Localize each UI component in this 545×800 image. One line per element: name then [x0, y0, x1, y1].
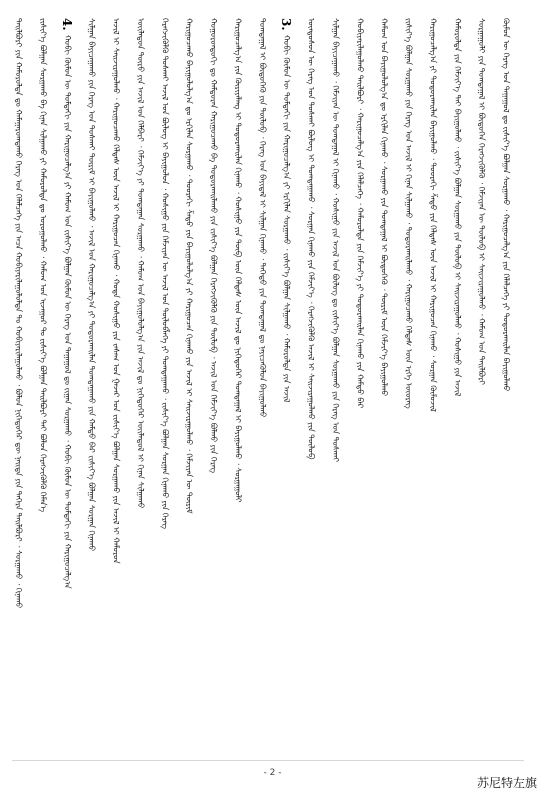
text-column [110, 18, 122, 750]
text-column [158, 18, 170, 750]
text-column [12, 18, 24, 750]
page-number: - 2 - [263, 768, 282, 778]
text-column [134, 18, 146, 750]
column-text: ᠠᠵᠢᠯ ᠢ ᠰᠠᠢᠵᠢᠷᠠᠭᠤᠯᠬᠤ ᠂ ᠬᠠᠷᠢᠭᠤᠴᠠᠬᠤ ᠬᠡᠯᠲᠡᠰ ᠦᠨ ᠠᠵᠢᠯ ᠢ ᠬᠠᠷᠢᠭᠤᠴᠠᠨ ᠬᠢᠨᠠᠬᠤ ᠂ ᠬᠣᠲᠠ ᠬᠣᠰᠢᠭᠤ ᠶᠢᠨ ᠵᠠᠰᠠᠭ ᠤᠨ ᠭᠠᠵᠠᠷ ᠤᠨ ᠵᠢᠱᠢᠶ᠎ᠡ ᠪᠣᠯᠭᠠᠨ ᠰᠤᠷᠭᠠᠬᠤ ᠶᠢᠨ ᠠᠵᠢᠯ ᠢ ᠬᠠᠮᠤᠷᠤᠨ [111, 18, 121, 564]
column-text: ᠬᠠᠮᠤᠭ ᠤᠨ ᠪᠠᠶᠢᠭᠤᠯᠤᠯᠭ᠎ᠠ ᠳᠤ ᠡᠷᠬᠢᠯᠡᠨ ᠬᠢᠨᠠᠬᠤ ᠂ ᠰᠤᠷᠭᠠᠬᠤ ᠶᠢᠨ ᠲᠣᠭᠲᠠᠭᠠᠯ ᠢ ᠪᠦᠲᠦᠭᠡᠬᠦ ᠂ ᠳᠦᠷᠢᠮ ᠦᠨ ᠬᠡᠮᠵᠢᠶ᠎ᠡ ᠪᠠᠶᠢᠭᠤᠯᠬᠤ [379, 18, 389, 397]
text-column [207, 18, 219, 750]
text-column [402, 18, 414, 750]
text-column [426, 18, 438, 750]
text-column [475, 18, 487, 750]
text-column [353, 18, 365, 750]
column-text: ᠵᠢᠱᠢᠶ᠎ᠡ ᠪᠣᠯᠭᠠᠨ ᠰᠤᠷᠭᠠᠬᠤ ᠪᠠ ᠬᠢᠨᠠᠨ ᠰᠢᠯᠭᠠᠬᠤ ᠶᠢ ᠬᠠᠮᠤᠷᠤᠯᠲᠠ ᠳᠤ ᠣᠷᠤᠭᠤᠯᠬᠤ ᠂ ᠬᠠᠮᠤᠭ ᠤᠨ ᠢᠵᠠᠭᠤᠷ ᠲᠤ ᠵᠢᠱᠢᠶ᠎ᠡ ᠪᠣᠯᠭᠠᠨ ᠲᠠᠢ᠌ᠯᠪᠤᠷᠢ ᠲᠠᠢ ᠪᠣᠯᠤᠨ ᠬᠡᠷᠡᠭᠵᠢᠬᠦᠯᠬᠦ ᠬᠡᠮᠡᠨ᠎ᠡ [38, 18, 48, 513]
column-text: ᠰᠢᠯᠭᠠᠨ ᠪᠠᠶᠢᠴᠠᠭᠠᠬᠤ ᠶᠢᠨ ᠬᠡᠷᠡᠭ ᠤᠨ ᠲᠤᠰᠬᠠᠢ ᠳᠦᠷᠢᠮ ᠢ ᠪᠠᠶᠢᠭᠤᠯᠬᠤ ᠂ ᠠᠵᠢᠯ ᠤᠨ ᠬᠠᠷᠢᠭᠤᠴᠠᠯᠭ᠎ᠠ ᠶᠢ ᠲᠣᠳᠣᠷᠬᠠᠢᠯᠠᠨ ᠲᠣᠭᠲᠠᠭᠠᠬᠤ ᠶᠢᠨ ᠬᠠᠮᠲᠤ ᠪᠡᠷ ᠵᠢᠱᠢᠶ᠎ᠡ ᠪᠣᠯᠭᠠᠨ ᠰᠤᠷᠭᠠᠨ ᠬᠢᠨᠠᠬᠤ [87, 18, 97, 552]
text-column [183, 18, 195, 750]
column-text: ᠬᠡᠷᠡᠭᠵᠢᠬᠦᠯᠬᠦ ᠲᠤᠰᠬᠠᠢ ᠠᠵᠢᠯ ᠤᠨ ᠪᠦᠯᠦᠭ ᠢ ᠪᠠᠶᠢᠭᠤᠯᠤᠨ ᠂ ᠬᠣᠰᠢᠭᠤ ᠶᠢᠨ ᠬᠡᠮᠵᠢᠶᠡᠨ ᠦ ᠠᠵᠢᠯ ᠤᠨ ᠲᠥᠯᠥᠪᠯᠡᠭᠡ ᠶᠢ ᠲᠣᠭᠲᠠᠭᠠᠬᠤ ᠂ ᠵᠢᠱᠢᠶ᠎ᠡ ᠪᠣᠯᠭᠠᠨ ᠰᠤᠷᠭᠠᠨ ᠬᠢᠨᠠᠬᠤ ᠶᠢᠨ ᠬᠡᠷᠡᠭ [160, 18, 170, 529]
column-text: ᠬᠤᠪᠢᠶᠠᠷᠢᠯᠠᠭᠤᠯᠬᠤ ᠲᠠᠢ᠌ᠯᠪᠤᠷᠢ ᠂ ᠬᠠᠷᠢᠭᠤᠴᠠᠯᠭ᠎ᠠ ᠶᠢᠨ ᠬᠡᠯᠡᠯᠴᠡᠭᠡ ᠂ ᠬᠠᠮᠤᠷᠤᠯᠲᠠ ᠶᠢᠨ ᠬᠡᠮᠵᠢᠶ᠎ᠡ ᠶᠢ ᠲᠣᠳᠣᠷᠬᠠᠢᠯᠠᠨ ᠬᠢᠨᠠᠬᠤ ᠶᠢᠨ ᠬᠠᠮᠲᠤ ᠪᠡᠷ [355, 18, 365, 409]
text-column [85, 18, 97, 750]
column-text: ᠬᠤᠪᠢ ᠬᠦᠮᠦᠨ ᠦ ᠳᠤᠮᠳᠠᠬᠢ ᠶᠢᠨ ᠬᠠᠷᠢᠭᠤᠴᠠᠯᠭ᠎ᠠ ᠶᠢ ᠬᠠᠮᠤᠭ ᠤᠨ ᠵᠢᠱᠢᠶ᠎ᠡ ᠪᠣᠯᠭᠠᠨ ᠬᠦᠮᠦᠨ ᠦ ᠬᠡᠷᠡᠭ ᠤᠨ ᠳᠠᠭᠠᠭᠤᠯ ᠳᠤ ᠵᠢᠭᠠᠨ ᠰᠤᠷᠭᠠᠬᠤ ᠂ ᠬᠤᠪᠢ ᠬᠦᠮᠦᠨ ᠦ ᠳᠤᠮᠳᠠᠬᠢ ᠶᠢᠨ ᠬᠠᠷᠢᠭᠤᠴᠠᠯᠭ᠎ᠠ [62, 34, 72, 589]
text-column [256, 18, 268, 750]
column-text: ᠬᠠᠷᠢᠭᠤᠴᠠᠯᠭ᠎ᠠ ᠶᠢ ᠲᠣᠳᠣᠷᠬᠠᠢᠯᠠᠨ ᠪᠠᠶᠢᠭᠤᠯᠬᠤ ᠂ ᠳᠣᠣᠷᠠᠬᠢ ᠱᠠᠲᠤ ᠶᠢᠨ ᠬᠡᠯᠲᠡᠰ ᠦᠨ ᠠᠵᠢᠯ ᠢ ᠬᠠᠷᠢᠭᠤᠴᠠᠨ ᠬᠢᠨᠠᠬᠤ ᠂ ᠰᠤᠷᠭᠠᠨ ᠬᠦᠮᠦᠵᠢᠯ [428, 18, 438, 412]
text-column [61, 18, 73, 750]
column-text: ᠦᠢᠯᠡᠳᠦᠨ ᠲᠦᠷᠦ ᠶᠢᠨ ᠠᠵᠢᠯ ᠤᠨ ᠬᠡᠯᠪᠡᠷᠢ ᠂ ᠬᠡᠮᠵᠢᠶ᠎ᠡ ᠶᠢ ᠲᠣᠭᠲᠠᠭᠠᠨ ᠰᠤᠷᠭᠠᠬᠤ ᠂ ᠬᠠᠮᠤᠭ ᠤᠨ ᠪᠠᠶᠢᠭᠤᠯᠤᠯᠭ᠎ᠠ ᠶᠢᠨ ᠠᠵᠢᠯ ᠳᠤ ᠨᠢᠭᠡᠳᠦᠭᠡᠷ ᠦᠢᠯᠡᠳᠦᠯ ᠢ ᠬᠢᠨᠠᠨ ᠰᠢᠯᠭᠠᠬᠤ [135, 18, 145, 509]
column-text: ᠰᠢᠯᠭᠠᠨ ᠪᠠᠶᠢᠴᠠᠭᠠᠬᠤ ᠂ ᠬᠡᠮᠵᠢᠶᠡᠨ ᠦ ᠲᠣᠭᠲᠠᠭᠠᠯ ᠢ ᠬᠢᠨᠠᠬᠤ ᠂ ᠬᠣᠰᠢᠭᠤ ᠶᠢᠨ ᠠᠵᠢᠯ ᠤᠨ ᠪᠦᠯᠦᠭ ᠳᠤ ᠵᠢᠱᠢᠶ᠎ᠡ ᠪᠣᠯᠭᠠᠨ ᠰᠤᠷᠭᠠᠬᠤ ᠶᠢᠨ ᠬᠡᠷᠡᠭ ᠤᠨ ᠲᠤᠰᠬᠠᠢ [330, 18, 340, 462]
column-text: ᠬᠦᠮᠦᠨ ᠦ ᠬᠡᠷᠡᠭ ᠤᠨ ᠳᠠᠭᠠᠭᠤᠯ ᠳᠤ ᠵᠢᠱᠢᠶ᠎ᠡ ᠪᠣᠯᠭᠠᠨ ᠰᠤᠷᠭᠠᠬᠤ ᠂ ᠬᠠᠷᠢᠭᠤᠴᠠᠯᠭ᠎ᠠ ᠶᠢᠨ ᠬᠡᠯᠡᠯᠴᠡᠭᠡ ᠶᠢ ᠲᠣᠳᠣᠷᠬᠠᠢᠯᠠᠨ ᠪᠠᠶᠢᠭᠤᠯᠬᠤ [501, 18, 511, 392]
text-column [36, 18, 48, 750]
text-column [231, 18, 243, 750]
text-column [378, 18, 390, 750]
column-text: ᠬᠤᠪᠢ ᠬᠦᠮᠦᠨ ᠦ ᠳᠤᠮᠳᠠᠬᠢ ᠶᠢᠨ ᠬᠠᠷᠢᠭᠤᠴᠠᠯᠭ᠎ᠠ ᠶᠢ ᠡᠷᠬᠢᠯᠡᠨ ᠰᠤᠷᠭᠠᠬᠤ ᠂ ᠵᠢᠱᠢᠶ᠎ᠡ ᠪᠣᠯᠭᠠᠨ ᠰᠢᠯᠭᠠᠬᠤ ᠂ ᠬᠠᠮᠤᠷᠤᠯᠲᠠ ᠶᠢᠨ ᠠᠵᠢᠯ [282, 34, 292, 402]
paragraph-number: 4. [59, 18, 74, 31]
footer-label: 苏尼特左旗 [476, 776, 537, 790]
column-text: ᠬᠠᠮᠤᠷᠤᠯᠲᠠ ᠶᠢᠨ ᠬᠡᠮᠵᠢᠶ᠎ᠡ ᠲᠠᠢ ᠪᠠᠶᠢᠭᠤᠯᠬᠤ ᠂ ᠵᠢᠱᠢᠶ᠎ᠡ ᠪᠣᠯᠭᠠᠨ ᠰᠤᠷᠭᠠᠬᠤ ᠶᠢᠨ ᠲᠥᠯᠦᠪ ᠢ ᠰᠠᠢᠵᠢᠷᠠᠭᠤᠯᠬᠤ ᠂ ᠬᠣᠰᠢᠭᠤ ᠶᠢᠨ ᠠᠵᠢᠯ [452, 18, 462, 397]
text-column [451, 18, 463, 750]
text-column [329, 18, 341, 750]
text-column [500, 18, 512, 750]
text-body [12, 18, 524, 750]
page-divider [12, 760, 524, 761]
column-text: ᠲᠣᠭᠲᠠᠭᠠᠯ ᠢ ᠪᠦᠲᠦᠭᠡᠬᠦ ᠶᠢᠨ ᠲᠥᠯᠦᠪ ᠂ ᠬᠡᠷᠡᠭ ᠤᠨ ᠪᠠᠶᠢᠳᠠᠯ ᠢ ᠰᠢᠯᠭᠠᠨ ᠬᠢᠨᠠᠬᠤ ᠂ ᠳᠡᠭᠡᠳᠦ ᠶᠢᠨ ᠲᠣᠭᠲᠠᠭᠠᠯ ᠳᠤ ᠨᠡᠶᠢᠴᠡᠭᠦᠯᠦᠨ ᠪᠠᠶᠢᠭᠤᠯᠬᠤ [257, 18, 267, 418]
column-text: ᠵᠢᠱᠢᠶ᠎ᠡ ᠪᠣᠯᠭᠠᠨ ᠰᠤᠷᠭᠠᠬᠤ ᠶᠢᠨ ᠬᠡᠷᠡᠭ ᠤᠨ ᠠᠵᠢᠯ ᠢ ᠬᠢᠨᠠᠨ ᠰᠢᠯᠭᠠᠬᠤ ᠂ ᠲᠣᠳᠣᠷᠬᠠᠢᠯᠠᠬᠤ ᠂ ᠬᠠᠷᠢᠭᠤᠴᠠᠬᠤ ᠬᠡᠯᠲᠡᠰ ᠦᠨ ᠡᠷᠬᠡ ᠦᠦᠷᠡᠭ [404, 18, 414, 409]
text-column [305, 18, 317, 750]
column-text: ᠬᠠᠷᠢᠭᠤᠴᠠᠯᠭ᠎ᠠ ᠶᠢᠨ ᠬᠦᠷᠢᠶᠡᠯᠡᠩ ᠢ ᠲᠣᠳᠣᠷᠬᠠᠢᠯᠠᠨ ᠬᠢᠨᠠᠬᠤ ᠂ ᠬᠣᠰᠢᠭᠤ ᠶᠢᠨ ᠲᠥᠪ ᠦᠨ ᠬᠡᠯᠲᠡᠰ ᠦᠨ ᠠᠵᠢᠯ ᠳᠤ ᠨᠢᠭᠡᠳᠦᠭᠡᠷ ᠲᠣᠭᠲᠠᠭᠠᠯ ᠢ ᠪᠠᠶᠢᠭᠤᠯᠬᠤ ᠂ ᠰᠤᠷᠭᠠᠭᠤᠯᠢ [233, 18, 243, 503]
column-text: ᠦᠨᠳᠦᠰᠦᠨ ᠦ ᠬᠡᠷᠡᠭ ᠤᠨ ᠲᠤᠰᠬᠠᠢ ᠪᠦᠯᠦᠭ ᠢ ᠲᠣᠭᠲᠠᠭᠠᠬᠤ ᠂ ᠰᠤᠷᠭᠠᠨ ᠬᠢᠨᠠᠬᠤ ᠶᠢᠨ ᠬᠡᠮᠵᠢᠶ᠎ᠡ ᠂ ᠬᠡᠷᠡᠭᠵᠢᠬᠦᠯᠬᠦ ᠠᠵᠢᠯ ᠢ ᠰᠠᠢᠵᠢᠷᠠᠭᠤᠯᠬᠤ ᠶᠢᠨ ᠲᠥᠯᠦᠪ [306, 18, 316, 460]
text-column [280, 18, 292, 750]
paragraph-number: 3. [279, 18, 294, 31]
column-text: ᠬᠠᠷᠢᠭᠤᠴᠠᠬᠤ ᠪᠠᠶᠢᠭᠤᠯᠤᠯᠭ᠎ᠠ ᠳᠤ ᠡᠷᠬᠢᠯᠡᠨ ᠰᠤᠷᠭᠠᠬᠤ ᠂ ᠳᠣᠣᠷᠠᠬᠢ ᠱᠠᠲᠤ ᠶᠢᠨ ᠪᠠᠶᠢᠭᠤᠯᠤᠯᠭ᠎ᠠ ᠶᠢ ᠬᠠᠷᠢᠭᠤᠴᠠᠨ ᠬᠢᠨᠠᠬᠤ ᠶᠢᠨ ᠠᠵᠢᠯ ᠢ ᠰᠠᠢᠵᠢᠷᠠᠭᠤᠯᠬᠤ ᠂ ᠬᠡᠮᠵᠢᠶᠡᠨ ᠦ ᠳᠦᠷᠢᠮ [184, 18, 194, 514]
column-text: ᠰᠤᠷᠭᠠᠭᠤᠯᠢ ᠶᠢᠨ ᠲᠣᠭᠲᠠᠭᠠᠯ ᠢ ᠪᠦᠲᠦᠭᠡᠨ ᠬᠡᠷᠡᠭᠵᠢᠬᠦᠯᠬᠦ ᠂ ᠬᠡᠮᠵᠢᠶᠡᠨ ᠦ ᠲᠥᠯᠦᠪ ᠢ ᠰᠠᠢᠵᠢᠷᠠᠭᠤᠯᠬᠤ ᠂ ᠬᠠᠮᠤᠭ ᠤᠨ ᠲᠠᠢ᠌ᠯᠪᠤᠷᠢ [477, 18, 487, 385]
column-text: ᠲᠠᠢ᠌ᠯᠪᠤᠷᠢ ᠶᠢᠨ ᠬᠠᠮᠤᠷᠤᠯᠲᠠ ᠳᠤ ᠬᠠᠮᠠᠭᠠᠷᠤᠭᠳᠠᠬᠤ ᠬᠡᠷᠡᠭ ᠤᠨ ᠬᠡᠯᠡᠯᠴᠡᠭᠡ ᠶᠢᠨ ᠠᠴᠠ ᠬᠤᠪᠢᠶᠠᠷᠢᠯᠠᠭᠤᠯᠤᠯᠲᠠ ᠲᠤ ᠬᠤᠪᠢᠶᠠᠷᠢᠯᠠᠭᠤᠯᠬᠤ ᠂ ᠪᠣᠯᠤᠨ ᠨᠢᠭᠡᠳᠦᠭᠡᠷ ᠳᠦ ᠨᠡᠢᠲᠡ ᠶᠢᠨ ᠳᠡᠭᠡᠷᠡ ᠲᠠᠢ᠌ᠯᠪᠤᠷᠢ ᠂ ᠰᠤᠷᠭᠠᠬᠤ ᠂ ᠬᠢᠨᠠᠬᠤ [14, 18, 23, 609]
column-text: ᠬᠣᠭᠣᠷᠣᠨᠳᠣᠬᠢ ᠳᠤ ᠬᠠᠮᠲᠤᠷᠠᠨ ᠬᠠᠷᠢᠭᠤᠴᠠᠬᠤ ᠪᠠ ᠲᠣᠳᠣᠷᠬᠠᠢᠯᠠᠬᠤ ᠶᠢᠨ ᠵᠢᠱᠢᠶ᠎ᠡ ᠪᠣᠯᠭᠠᠨ ᠬᠡᠷᠡᠭᠵᠢᠬᠦᠯᠬᠦ ᠶᠢᠨ ᠲᠥᠯᠦᠪ ᠂ ᠠᠵᠢᠯ ᠤᠨ ᠬᠡᠮᠵᠢᠶ᠎ᠡ ᠪᠣᠯᠬᠤ ᠶᠢᠨ ᠬᠡᠷᠡᠭ [209, 18, 219, 474]
